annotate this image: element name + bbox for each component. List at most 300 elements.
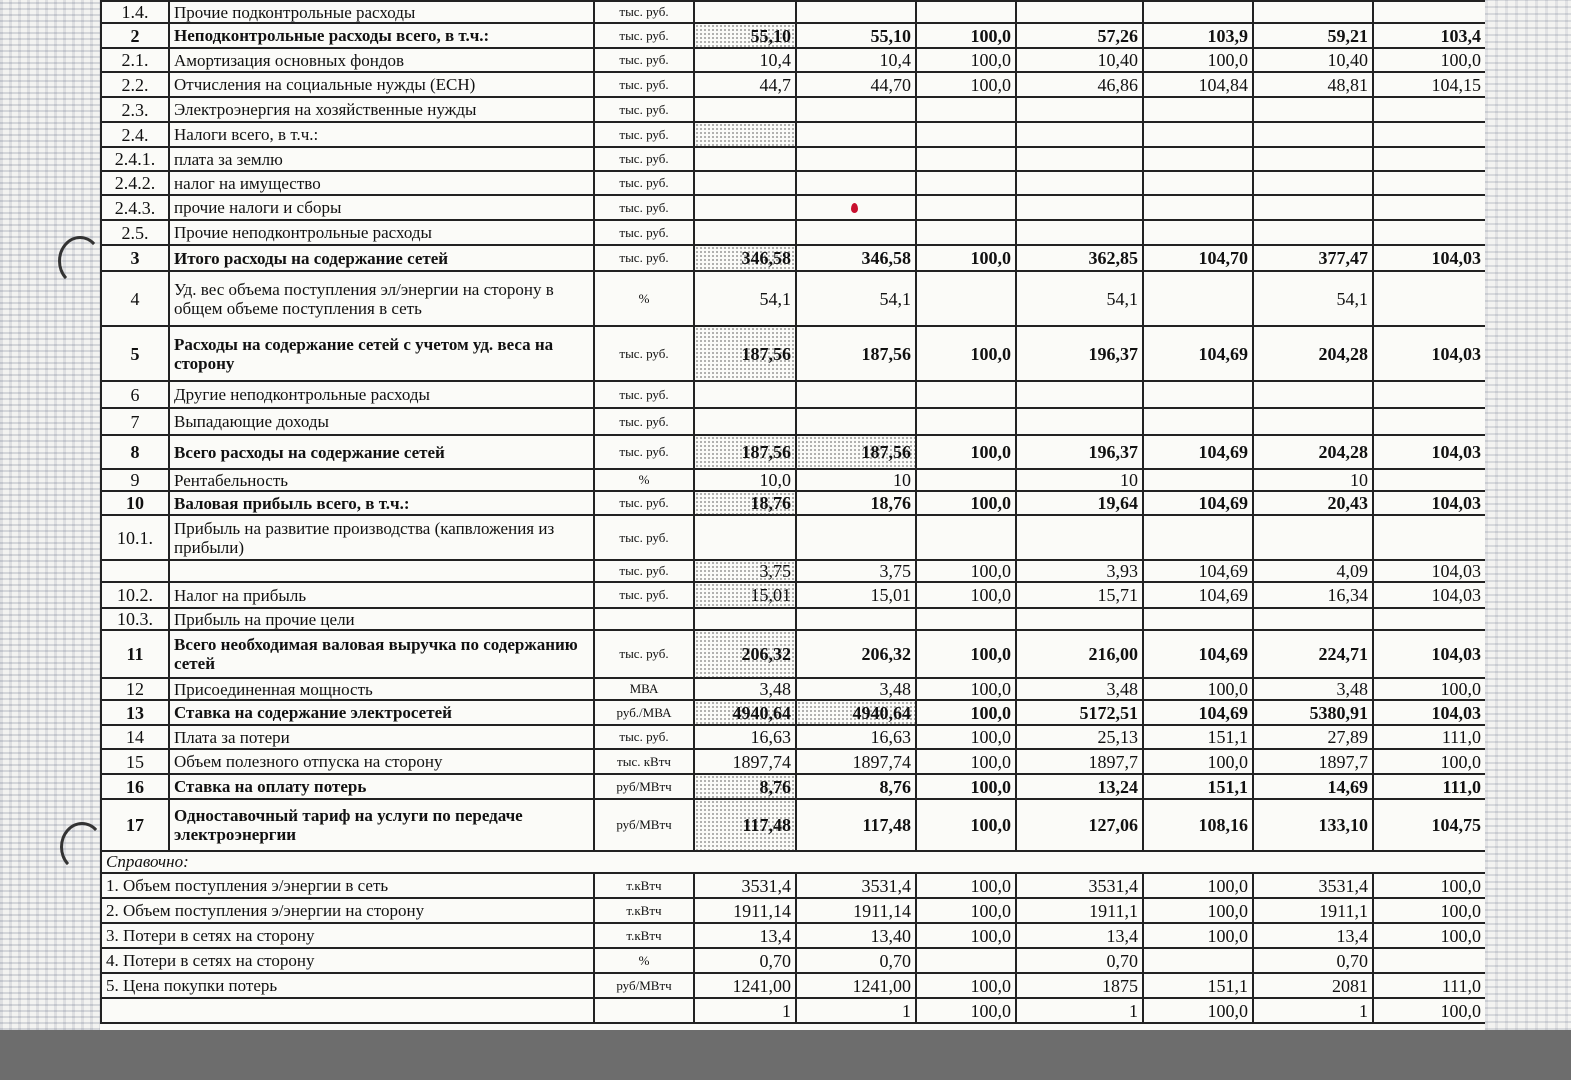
value-cell: 151,1 [1143, 973, 1253, 998]
value-cell [796, 408, 916, 435]
value-cell: 100,0 [916, 435, 1016, 469]
value-cell: 100,0 [916, 72, 1016, 97]
value-cell [694, 122, 796, 147]
value-cell: 100,0 [916, 898, 1016, 923]
table-row [101, 23, 1485, 48]
reference-unit: руб/МВтч [594, 973, 694, 998]
table-row [101, 582, 1485, 608]
value-cell [796, 97, 916, 122]
value-cell [694, 381, 796, 408]
value-cell: 18,76 [796, 491, 916, 515]
value-cell [1016, 515, 1143, 560]
value-cell: 13,24 [1016, 774, 1143, 799]
value-cell: 54,1 [1253, 271, 1373, 326]
table-row [101, 326, 1485, 381]
row-number: 10.1. [101, 515, 169, 560]
value-cell: 100,0 [916, 326, 1016, 381]
value-cell: 0,70 [1253, 948, 1373, 973]
row-name: Расходы на содержание сетей с учетом уд. веса на сторону [169, 326, 594, 381]
value-cell [1143, 408, 1253, 435]
value-cell [796, 171, 916, 195]
value-cell: 377,47 [1253, 245, 1373, 271]
value-cell [1373, 195, 1485, 220]
row-name: Присоединенная мощность [169, 678, 594, 700]
value-cell [916, 948, 1016, 973]
row-name: Рентабельность [169, 469, 594, 491]
table-row [101, 700, 1485, 725]
row-name: Амортизация основных фондов [169, 48, 594, 72]
value-cell: 59,21 [1253, 23, 1373, 48]
value-cell: 10 [1016, 469, 1143, 491]
value-cell [916, 515, 1016, 560]
row-name: Уд. вес объема поступления эл/энергии на сторону в общем объеме поступления в сеть [169, 271, 594, 326]
value-cell [694, 220, 796, 245]
value-cell [1373, 122, 1485, 147]
value-cell: 111,0 [1373, 973, 1485, 998]
reference-unit: т.кВтч [594, 898, 694, 923]
value-cell: 18,76 [694, 491, 796, 515]
row-unit: тыс. руб. [594, 122, 694, 147]
value-cell: 100,0 [1143, 898, 1253, 923]
value-cell: 16,63 [694, 725, 796, 749]
value-cell: 1911,14 [694, 898, 796, 923]
row-number: 10.3. [101, 608, 169, 630]
value-cell [796, 515, 916, 560]
reference-unit: % [594, 948, 694, 973]
reference-row [101, 973, 1485, 998]
scan-right-margin [1485, 0, 1571, 1030]
table-row [101, 491, 1485, 515]
value-cell: 100,0 [916, 799, 1016, 851]
value-cell: 27,89 [1253, 725, 1373, 749]
row-number: 5 [101, 326, 169, 381]
value-cell: 104,84 [1143, 72, 1253, 97]
value-cell: 13,40 [796, 923, 916, 948]
value-cell [916, 408, 1016, 435]
value-cell: 13,4 [1253, 923, 1373, 948]
value-cell [1143, 147, 1253, 171]
value-cell [916, 195, 1016, 220]
value-cell: 206,32 [796, 630, 916, 678]
value-cell [916, 97, 1016, 122]
value-cell: 100,0 [916, 873, 1016, 898]
table-row [101, 271, 1485, 326]
value-cell: 1 [796, 998, 916, 1023]
row-name [169, 560, 594, 582]
row-number: 2.4.3. [101, 195, 169, 220]
row-unit: тыс. руб. [594, 147, 694, 171]
value-cell: 0,70 [796, 948, 916, 973]
table-row [101, 48, 1485, 72]
value-cell: 117,48 [694, 799, 796, 851]
value-cell: 19,64 [1016, 491, 1143, 515]
reference-unit [594, 998, 694, 1023]
value-cell: 104,03 [1373, 435, 1485, 469]
value-cell: 15,71 [1016, 582, 1143, 608]
value-cell: 55,10 [694, 23, 796, 48]
value-cell: 1897,74 [694, 749, 796, 774]
value-cell: 187,56 [694, 435, 796, 469]
value-cell: 1875 [1016, 973, 1143, 998]
value-cell: 104,69 [1143, 435, 1253, 469]
value-cell: 224,71 [1253, 630, 1373, 678]
value-cell [916, 122, 1016, 147]
value-cell [1373, 469, 1485, 491]
value-cell [1373, 97, 1485, 122]
row-number: 14 [101, 725, 169, 749]
value-cell [1373, 408, 1485, 435]
row-unit: тыс. руб. [594, 245, 694, 271]
value-cell [1373, 515, 1485, 560]
value-cell: 104,03 [1373, 560, 1485, 582]
table-row [101, 147, 1485, 171]
value-cell: 187,56 [796, 435, 916, 469]
row-number: 2.4. [101, 122, 169, 147]
value-cell: 5172,51 [1016, 700, 1143, 725]
reference-name: 4. Потери в сетях на сторону [101, 948, 594, 973]
row-name: Налоги всего, в т.ч.: [169, 122, 594, 147]
value-cell: 16,34 [1253, 582, 1373, 608]
row-name: Электроэнергия на хозяйственные нужды [169, 97, 594, 122]
value-cell: 16,63 [796, 725, 916, 749]
value-cell: 104,69 [1143, 560, 1253, 582]
table-body [101, 1, 1485, 1023]
row-unit: руб./МВА [594, 700, 694, 725]
value-cell: 54,1 [1016, 271, 1143, 326]
value-cell [796, 220, 916, 245]
row-name: Неподконтрольные расходы всего, в т.ч.: [169, 23, 594, 48]
row-unit: тыс. руб. [594, 1, 694, 23]
row-number: 11 [101, 630, 169, 678]
value-cell: 46,86 [1016, 72, 1143, 97]
binder-hole-icon [60, 822, 104, 872]
value-cell: 111,0 [1373, 774, 1485, 799]
value-cell [1373, 381, 1485, 408]
value-cell: 10 [796, 469, 916, 491]
value-cell [1253, 220, 1373, 245]
value-cell: 10 [1253, 469, 1373, 491]
value-cell: 100,0 [1143, 873, 1253, 898]
value-cell [1016, 1, 1143, 23]
value-cell: 4940,64 [694, 700, 796, 725]
value-cell: 196,37 [1016, 326, 1143, 381]
value-cell [1016, 171, 1143, 195]
value-cell [1143, 515, 1253, 560]
value-cell: 104,69 [1143, 491, 1253, 515]
value-cell: 104,03 [1373, 700, 1485, 725]
value-cell: 104,75 [1373, 799, 1485, 851]
value-cell: 100,0 [916, 582, 1016, 608]
table-row [101, 469, 1485, 491]
value-cell: 57,26 [1016, 23, 1143, 48]
row-name: Прочие неподконтрольные расходы [169, 220, 594, 245]
value-cell: 1897,7 [1253, 749, 1373, 774]
value-cell: 346,58 [694, 245, 796, 271]
scan-left-margin [0, 0, 100, 1030]
value-cell: 4,09 [1253, 560, 1373, 582]
value-cell: 104,15 [1373, 72, 1485, 97]
value-cell: 204,28 [1253, 435, 1373, 469]
value-cell: 104,69 [1143, 630, 1253, 678]
row-unit: тыс. руб. [594, 725, 694, 749]
value-cell: 133,10 [1253, 799, 1373, 851]
value-cell [1373, 271, 1485, 326]
row-number: 9 [101, 469, 169, 491]
reference-row [101, 873, 1485, 898]
row-number: 7 [101, 408, 169, 435]
row-unit: руб/МВтч [594, 774, 694, 799]
table-row [101, 245, 1485, 271]
value-cell: 8,76 [694, 774, 796, 799]
row-number: 2.2. [101, 72, 169, 97]
table-row [101, 608, 1485, 630]
value-cell: 100,0 [1143, 48, 1253, 72]
value-cell [1143, 1, 1253, 23]
value-cell: 206,32 [694, 630, 796, 678]
reference-row [101, 948, 1485, 973]
value-cell: 100,0 [1373, 998, 1485, 1023]
value-cell [1373, 1, 1485, 23]
value-cell: 100,0 [916, 725, 1016, 749]
row-unit: тыс. руб. [594, 515, 694, 560]
table-row [101, 799, 1485, 851]
row-name: Другие неподконтрольные расходы [169, 381, 594, 408]
row-unit: МВА [594, 678, 694, 700]
row-unit: тыс. руб. [594, 72, 694, 97]
value-cell: 117,48 [796, 799, 916, 851]
value-cell [796, 381, 916, 408]
value-cell: 103,9 [1143, 23, 1253, 48]
row-number: 6 [101, 381, 169, 408]
table-row [101, 1, 1485, 23]
value-cell [1253, 408, 1373, 435]
value-cell: 15,01 [694, 582, 796, 608]
value-cell: 1 [1016, 998, 1143, 1023]
value-cell: 100,0 [1373, 48, 1485, 72]
row-unit: тыс. руб. [594, 23, 694, 48]
value-cell [694, 515, 796, 560]
row-unit: тыс. руб. [594, 560, 694, 582]
value-cell: 3,75 [796, 560, 916, 582]
row-name: Итого расходы на содержание сетей [169, 245, 594, 271]
value-cell [694, 608, 796, 630]
table-row [101, 97, 1485, 122]
value-cell [1016, 381, 1143, 408]
row-unit: тыс. руб. [594, 326, 694, 381]
value-cell: 108,16 [1143, 799, 1253, 851]
value-cell [916, 608, 1016, 630]
scanner-bottom-bar [0, 1030, 1571, 1080]
reference-header-row [101, 851, 1485, 873]
reference-row [101, 923, 1485, 948]
value-cell: 1 [694, 998, 796, 1023]
value-cell [1253, 608, 1373, 630]
value-cell [916, 381, 1016, 408]
value-cell [1016, 97, 1143, 122]
value-cell: 4940,64 [796, 700, 916, 725]
value-cell: 1897,7 [1016, 749, 1143, 774]
value-cell [916, 469, 1016, 491]
value-cell: 100,0 [1143, 998, 1253, 1023]
value-cell: 100,0 [1143, 923, 1253, 948]
value-cell: 20,43 [1253, 491, 1373, 515]
reference-name: 3. Потери в сетях на сторону [101, 923, 594, 948]
value-cell: 1911,1 [1253, 898, 1373, 923]
value-cell: 187,56 [694, 326, 796, 381]
value-cell [916, 271, 1016, 326]
row-name: Прочие подконтрольные расходы [169, 1, 594, 23]
row-name: Валовая прибыль всего, в т.ч.: [169, 491, 594, 515]
value-cell: 10,4 [796, 48, 916, 72]
value-cell: 187,56 [796, 326, 916, 381]
table-row [101, 381, 1485, 408]
table-row [101, 515, 1485, 560]
value-cell [694, 97, 796, 122]
row-number: 8 [101, 435, 169, 469]
reference-row [101, 998, 1485, 1023]
value-cell: 100,0 [916, 973, 1016, 998]
value-cell [916, 1, 1016, 23]
value-cell [1253, 195, 1373, 220]
reference-row [101, 898, 1485, 923]
value-cell: 100,0 [1373, 923, 1485, 948]
value-cell: 104,03 [1373, 326, 1485, 381]
table-row [101, 725, 1485, 749]
row-name: Всего необходимая валовая выручка по содержанию сетей [169, 630, 594, 678]
value-cell: 196,37 [1016, 435, 1143, 469]
value-cell [1143, 97, 1253, 122]
row-name: Плата за потери [169, 725, 594, 749]
value-cell: 100,0 [916, 923, 1016, 948]
value-cell [916, 171, 1016, 195]
table-row [101, 435, 1485, 469]
table-row [101, 774, 1485, 799]
row-number: 2.3. [101, 97, 169, 122]
value-cell [1143, 122, 1253, 147]
value-cell: 100,0 [1143, 749, 1253, 774]
value-cell [796, 147, 916, 171]
value-cell [1016, 147, 1143, 171]
row-unit: тыс. руб. [594, 630, 694, 678]
value-cell: 1 [1253, 998, 1373, 1023]
value-cell [1373, 220, 1485, 245]
row-name: Одноставочный тариф на услуги по передаче электроэнергии [169, 799, 594, 851]
row-number: 17 [101, 799, 169, 851]
value-cell [1143, 381, 1253, 408]
row-number: 1.4. [101, 1, 169, 23]
row-unit: % [594, 271, 694, 326]
row-number: 2.4.1. [101, 147, 169, 171]
value-cell: 100,0 [1143, 678, 1253, 700]
value-cell: 100,0 [1373, 898, 1485, 923]
value-cell: 5380,91 [1253, 700, 1373, 725]
value-cell: 100,0 [1373, 749, 1485, 774]
value-cell: 104,03 [1373, 245, 1485, 271]
value-cell: 1897,74 [796, 749, 916, 774]
row-number: 15 [101, 749, 169, 774]
value-cell: 104,03 [1373, 491, 1485, 515]
value-cell: 3,48 [796, 678, 916, 700]
value-cell: 1241,00 [694, 973, 796, 998]
value-cell: 151,1 [1143, 774, 1253, 799]
row-number: 3 [101, 245, 169, 271]
value-cell [1143, 271, 1253, 326]
value-cell: 1241,00 [796, 973, 916, 998]
value-cell: 100,0 [916, 245, 1016, 271]
value-cell: 13,4 [1016, 923, 1143, 948]
value-cell: 100,0 [1373, 678, 1485, 700]
value-cell: 54,1 [694, 271, 796, 326]
value-cell [796, 608, 916, 630]
value-cell: 100,0 [916, 678, 1016, 700]
binder-hole-icon [58, 236, 102, 286]
value-cell: 104,03 [1373, 582, 1485, 608]
row-name: Прибыль на развитие производства (капвложения из прибыли) [169, 515, 594, 560]
row-name: Ставка на оплату потерь [169, 774, 594, 799]
value-cell: 10,0 [694, 469, 796, 491]
reference-name [101, 998, 594, 1023]
value-cell: 3,75 [694, 560, 796, 582]
value-cell: 55,10 [796, 23, 916, 48]
value-cell: 3531,4 [1253, 873, 1373, 898]
value-cell: 100,0 [916, 23, 1016, 48]
row-name: Прибыль на прочие цели [169, 608, 594, 630]
row-number: 13 [101, 700, 169, 725]
value-cell [1253, 1, 1373, 23]
value-cell [1016, 608, 1143, 630]
value-cell: 104,69 [1143, 326, 1253, 381]
value-cell [1373, 147, 1485, 171]
value-cell: 100,0 [916, 998, 1016, 1023]
row-name: прочие налоги и сборы [169, 195, 594, 220]
row-unit: тыс. руб. [594, 195, 694, 220]
table-row [101, 408, 1485, 435]
value-cell: 104,69 [1143, 582, 1253, 608]
value-cell: 100,0 [916, 48, 1016, 72]
value-cell [1143, 948, 1253, 973]
value-cell: 216,00 [1016, 630, 1143, 678]
row-number: 2 [101, 23, 169, 48]
row-number [101, 560, 169, 582]
value-cell: 44,70 [796, 72, 916, 97]
table-row [101, 171, 1485, 195]
row-unit: тыс. руб. [594, 435, 694, 469]
value-cell [916, 147, 1016, 171]
value-cell [1016, 195, 1143, 220]
row-unit: тыс. руб. [594, 381, 694, 408]
value-cell: 151,1 [1143, 725, 1253, 749]
row-name: налог на имущество [169, 171, 594, 195]
value-cell [796, 122, 916, 147]
table-row [101, 195, 1485, 220]
table-row [101, 560, 1485, 582]
value-cell [1373, 608, 1485, 630]
row-unit [594, 608, 694, 630]
table-row [101, 630, 1485, 678]
value-cell: 3,93 [1016, 560, 1143, 582]
row-unit: тыс. руб. [594, 171, 694, 195]
reference-name: 2. Объем поступления э/энергии на сторону [101, 898, 594, 923]
value-cell [694, 171, 796, 195]
reference-unit: т.кВтч [594, 873, 694, 898]
value-cell: 204,28 [1253, 326, 1373, 381]
value-cell: 100,0 [916, 774, 1016, 799]
row-name: Выпадающие доходы [169, 408, 594, 435]
row-number: 2.1. [101, 48, 169, 72]
value-cell: 100,0 [916, 749, 1016, 774]
value-cell [694, 1, 796, 23]
value-cell: 10,40 [1253, 48, 1373, 72]
